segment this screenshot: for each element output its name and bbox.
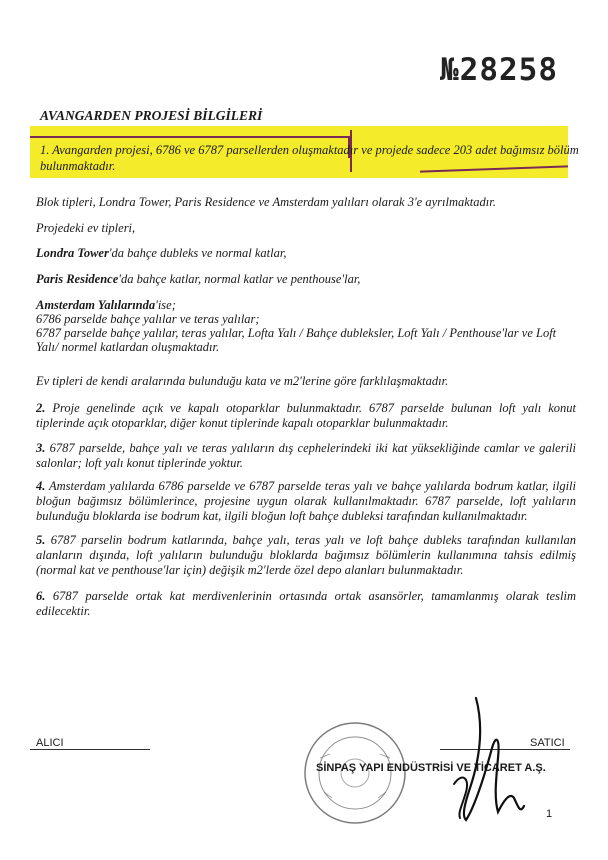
- amsterdam-desc: 'ise;: [155, 298, 176, 312]
- home-types-intro: Projedeki ev tipleri,: [36, 221, 136, 235]
- highlighted-paragraph-line-1: 1. Avangarden projesi, 6786 ve 6787 parsellerden oluşmaktadır ve projede sadece 203 adet bağımsız bölüm: [40, 143, 579, 157]
- block-types-paragraph: Blok tipleri, Londra Tower, Paris Residence ve Amsterdam yalıları olarak 3'e ayrılmaktadır.: [36, 195, 496, 209]
- company-name: SİNPAŞ YAPI ENDÜSTRİSİ VE TİCARET A.Ş.: [316, 762, 546, 774]
- paragraph-2-number: 2.: [36, 401, 46, 415]
- londra-line: [36, 246, 576, 261]
- handwritten-signature: [440, 688, 553, 828]
- amsterdam-name: Amsterdam Yalılarında: [36, 298, 156, 312]
- buyer-label: ALICI: [36, 737, 64, 749]
- document-title: AVANGARDEN PROJESİ BİLGİLERİ: [40, 108, 263, 123]
- seller-label: SATICI: [530, 737, 565, 749]
- amsterdam-item-1: 6786 parselde bahçe yalılar ve teras yalılar;: [36, 312, 260, 326]
- page-mark: 1: [546, 808, 553, 820]
- paragraph-5: [36, 533, 576, 578]
- paragraph-4: [36, 479, 576, 524]
- paragraph-4-number: 4.: [36, 479, 46, 493]
- paris-desc: 'da bahçe katlar, normal katlar ve penthouse'lar,: [118, 272, 361, 286]
- londra-name: Londra Tower: [36, 246, 109, 260]
- paragraph-3: [36, 441, 576, 471]
- buyer-signature-line: [30, 749, 150, 750]
- paragraph-6-text: 6787 parselde ortak kat merdivenlerinin ortasında ortak asansörler, tamamlanmış olarak teslim edilecektir.: [36, 589, 576, 618]
- paragraph-2: [36, 401, 576, 431]
- paragraph-6: [36, 589, 576, 619]
- amsterdam-item-3: Yalı/ normel katlardan oluşmaktadır.: [36, 340, 220, 354]
- amsterdam-item-2: 6787 parselde bahçe yalılar, teras yalılar, Lofta Yalı / Bahçe dubleksler, Loft Yalı / Penthouse'lar ve Loft: [36, 326, 557, 340]
- paragraph-6-number: 6.: [36, 589, 46, 603]
- paris-name: Paris Residence: [36, 272, 119, 286]
- document-number: №28258: [440, 52, 558, 88]
- londra-desc: 'da bahçe dubleks ve normal katlar,: [108, 246, 287, 260]
- paragraph-5-text: 6787 parselin bodrum katlarında, bahçe yalı, teras yalı ve loft bahçe dubleks tarafından kullanılan alanların dışında, loft yalıların bulunduğu bloklarda bağımsız bölümlerin kullanımına tahsis edilmiş (normal kat ve penthouse'lar için) değişik m2'lerde özel depo alanları bulunmaktadır.: [36, 533, 576, 577]
- paragraph-3-number: 3.: [36, 441, 46, 455]
- variation-paragraph: Ev tipleri de kendi aralarında bulunduğu kata ve m2'lerine göre farklılaşmaktadır.: [36, 374, 449, 388]
- paragraph-4-text: Amsterdam yalılarda 6786 parselde ve 6787 parselde teras yalı ve bahçe yalılarda bodrum katlar, ilgili bloğun bağımsız bölümlerince, projesine uygun olarak kullanılmaktadır. 6787 parselde, loft yalıların bulunduğu bloklarda ise bodrum kat, ilgili bloğun loft bahçe dubleksi tarafından kullanılmaktadır.: [36, 479, 576, 523]
- paragraph-3-text: 6787 parselde, bahçe yalı ve teras yalıların dış cephelerindeki iki kat yüksekliğinde camlar ve galerili salonlar; loft yalı konut tiplerinde yoktur.: [36, 441, 576, 470]
- amsterdam-line: [36, 298, 576, 313]
- paragraph-2-text: Proje genelinde açık ve kapalı otoparklar bulunmaktadır. 6787 parselde bulunan loft yalı konut tiplerinde açık otoparklar, diğer konut tiplerinde kapalı otoparklar bulunmaktadır.: [36, 401, 576, 430]
- highlighted-paragraph-line-2: bulunmaktadır.: [40, 159, 116, 173]
- paragraph-5-number: 5.: [36, 533, 46, 547]
- paris-line: [36, 272, 576, 287]
